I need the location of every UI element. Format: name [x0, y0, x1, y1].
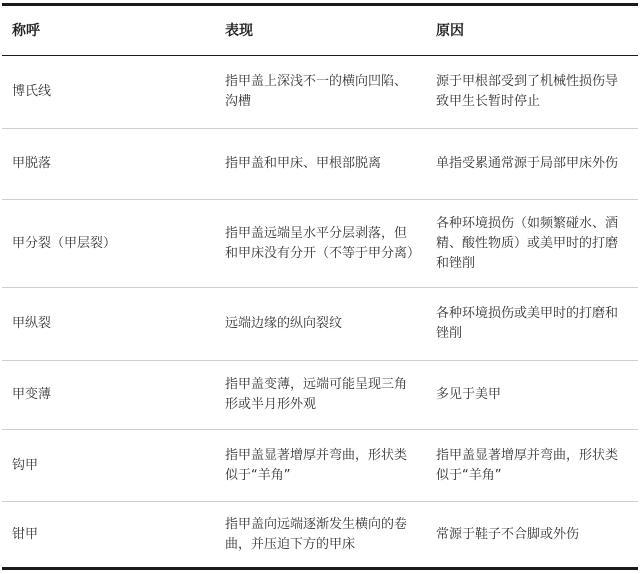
header-symptom: 表现: [225, 22, 253, 39]
cell-cause: 各种环境损伤（如频繁碰水、酒精、酸性物质）或美甲时的打磨和锉削: [436, 215, 619, 271]
cell-symptom: 指甲盖远端呈水平分层剥落，但和甲床没有分开（不等于甲分离）: [225, 225, 421, 261]
cell-cause: 各种环境损伤或美甲时的打磨和锉削: [436, 306, 619, 341]
cell-cause: 单指受累通常源于局部甲床外伤: [436, 156, 619, 171]
cell-cause: 源于甲根部受到了机械性损伤导致甲生长暂时停止: [436, 74, 619, 109]
cell-name: 甲变薄: [12, 387, 52, 402]
cell-name: 甲纵裂: [12, 316, 52, 331]
table-row: [2, 502, 638, 567]
header-cause: 原因: [436, 22, 464, 39]
table-row: [2, 56, 638, 129]
nail-condition-table: [2, 3, 638, 570]
cell-symptom: 指甲盖变薄，远端可能呈现三角形或半月形外观: [225, 377, 408, 412]
cell-symptom: 指甲盖显著增厚并弯曲，形状类似于“羊角”: [225, 447, 408, 483]
cell-name: 甲脱落: [12, 156, 52, 171]
cell-symptom: 指甲盖向远端逐渐发生横向的卷曲，并压迫下方的甲床: [225, 516, 408, 552]
cell-symptom: 指甲盖和甲床、甲根部脱离: [225, 156, 382, 171]
table-row: [2, 430, 638, 502]
table-header-row: [2, 6, 638, 56]
cell-symptom: 指甲盖上深浅不一的横向凹陷、沟槽: [225, 74, 408, 109]
cell-name: 钳甲: [12, 526, 39, 542]
header-name: 称呼: [12, 22, 40, 39]
table-row: [2, 200, 638, 288]
cell-name: 钩甲: [12, 457, 39, 473]
cell-name: 博氏线: [12, 84, 52, 99]
cell-cause: 常源于鞋子不合脚或外伤: [436, 526, 580, 542]
cell-symptom: 远端边缘的纵向裂纹: [225, 316, 343, 331]
table-row: [2, 129, 638, 200]
cell-name: 甲分裂（甲层裂）: [12, 235, 117, 251]
table-row: [2, 361, 638, 430]
table-row: [2, 288, 638, 361]
cell-cause: 多见于美甲: [436, 387, 502, 402]
cell-cause: 指甲盖显著增厚并弯曲，形状类似于“羊角”: [436, 447, 619, 483]
